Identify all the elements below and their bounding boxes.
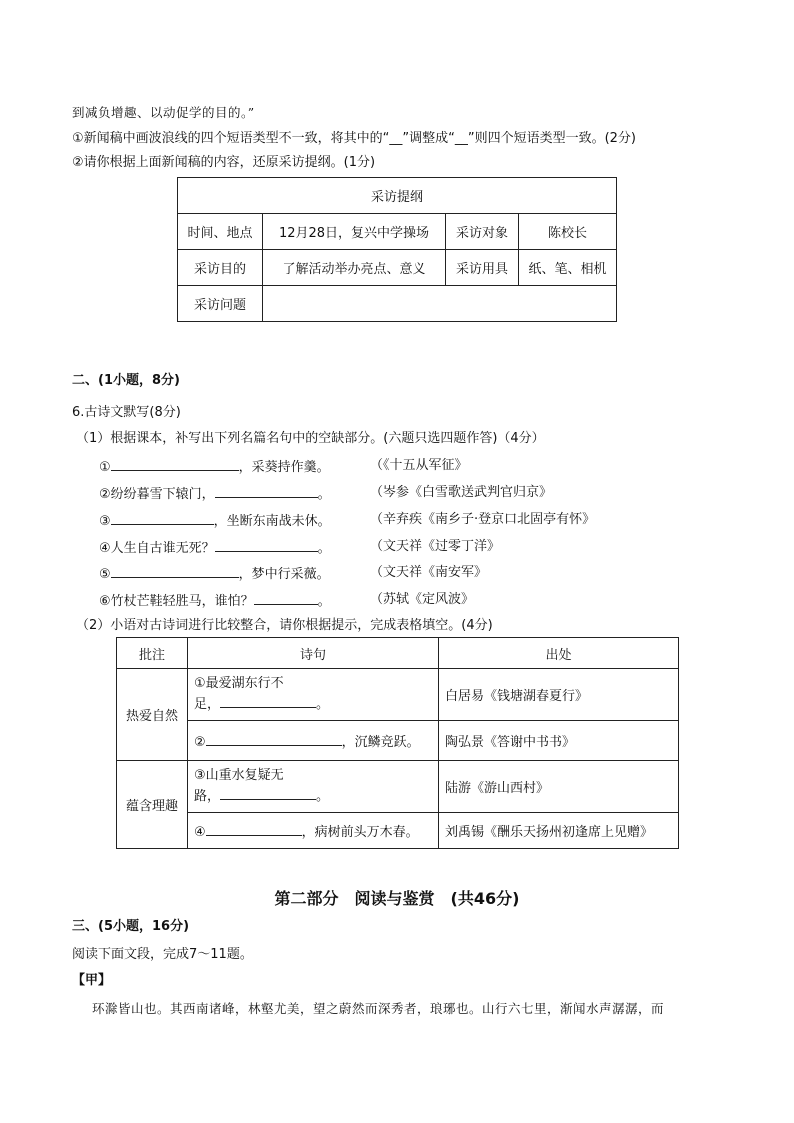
continued-text-line: 到减负增趣、以动促学的目的。” — [72, 105, 255, 120]
interview-outline-table — [177, 177, 617, 322]
question-6-title: 6.古诗文默写(8分) — [72, 405, 181, 420]
answer-blank[interactable] — [111, 511, 214, 525]
sub-question-2: （2）小语对古诗词进行比较整合，请你根据提示，完成表格填空。(4分) — [76, 618, 493, 633]
verse-cell-3: ③山重水复疑无 路， 。 — [188, 761, 439, 813]
interview-table-title: 采访提纲 — [178, 178, 617, 214]
question-1: ①新闻稿中画波浪线的四个短语类型不一致，将其中的“__”调整成“__”则四个短语类型一致。(2分) — [72, 131, 637, 146]
answer-blank[interactable] — [215, 484, 318, 498]
group-philosophy: 蕴含理趣 — [117, 761, 188, 849]
poem-item-3: ③ ，坐断东南战未休。 — [99, 511, 331, 531]
poem-source-1: （《十五从军征》 — [370, 458, 468, 473]
passage-text: 环滁皆山也。其西南诸峰，林壑尤美，望之蔚然而深秀者，琅琊也。山行六七里，渐闻水声潺潺，而 — [92, 1001, 665, 1016]
answer-blank[interactable] — [215, 538, 318, 552]
answer-blank[interactable] — [206, 822, 302, 836]
answer-blank[interactable] — [220, 694, 316, 708]
poem-item-6: ⑥竹杖芒鞋轻胜马，谁怕？ 。 — [99, 591, 331, 611]
poem-item-5: ⑤ ，梦中行采薇。 — [99, 564, 330, 584]
passage-label: 【甲】 — [72, 973, 112, 988]
poem-item-2: ②纷纷暮雪下辕门， 。 — [99, 484, 331, 504]
section-3-heading: 三、(5小题，16分) — [72, 919, 190, 934]
answer-blank[interactable] — [254, 591, 318, 605]
verse-cell-1: ①最爱湖东行不 足， 。 — [188, 669, 439, 721]
answer-blank[interactable] — [220, 786, 316, 800]
question-2: ②请你根据上面新闻稿的内容，还原采访提纲。(1分) — [72, 155, 376, 170]
cell-questions-label: 采访问题 — [178, 286, 263, 322]
answer-blank[interactable] — [111, 457, 239, 471]
sub-question-1: （1）根据课本，补写出下列名篇名句中的空缺部分。(六题只选四题作答)（4分） — [76, 431, 545, 446]
part-2-title: 第二部分 阅读与鉴赏 (共46分) — [274, 889, 520, 908]
source-cell-1: 白居易《钱塘湖春夏行》 — [439, 669, 679, 721]
cell-time-place-value: 12月28日，复兴中学操场 — [263, 214, 446, 250]
section-2-heading: 二、(1小题，8分) — [72, 373, 180, 388]
cell-interviewee-label: 采访对象 — [446, 214, 519, 250]
source-cell-3: 陆游《游山西村》 — [439, 761, 679, 813]
poem-source-5: （文天祥《南安军》 — [370, 565, 488, 580]
group-love-nature: 热爱自然 — [117, 669, 188, 761]
cell-purpose-label: 采访目的 — [178, 250, 263, 286]
source-cell-4: 刘禹锡《酬乐天扬州初逢席上见赠》 — [439, 813, 679, 849]
poem-source-3: （辛弃疾《南乡子·登京口北固亭有怀》 — [370, 512, 596, 527]
poem-item-1: ① ，采葵持作羹。 — [99, 457, 330, 477]
poem-source-2: （岑参《白雪歌送武判官归京》 — [370, 485, 553, 500]
verse-cell-4: ④ ，病树前头万木春。 — [188, 813, 439, 849]
verse-cell-2: ② ，沉鳞竞跃。 — [188, 721, 439, 761]
cell-purpose-value: 了解活动举办亮点、意义 — [263, 250, 446, 286]
answer-blank[interactable] — [111, 564, 239, 578]
cell-tools-label: 采访用具 — [446, 250, 519, 286]
reading-instruction: 阅读下面文段，完成7～11题。 — [72, 947, 253, 962]
poem-source-6: （苏轼《定风波》 — [370, 592, 475, 607]
poem-source-4: （文天祥《过零丁洋》 — [370, 539, 501, 554]
cell-time-place-label: 时间、地点 — [178, 214, 263, 250]
poem-comparison-table — [116, 637, 679, 849]
header-source: 出处 — [439, 638, 679, 669]
cell-questions-answer[interactable] — [263, 286, 617, 322]
header-annotation: 批注 — [117, 638, 188, 669]
cell-interviewee-value: 陈校长 — [519, 214, 617, 250]
header-verse: 诗句 — [188, 638, 439, 669]
cell-tools-value: 纸、笔、相机 — [519, 250, 617, 286]
source-cell-2: 陶弘景《答谢中书书》 — [439, 721, 679, 761]
answer-blank[interactable] — [206, 732, 342, 746]
poem-item-4: ④人生自古谁无死？ 。 — [99, 538, 331, 558]
